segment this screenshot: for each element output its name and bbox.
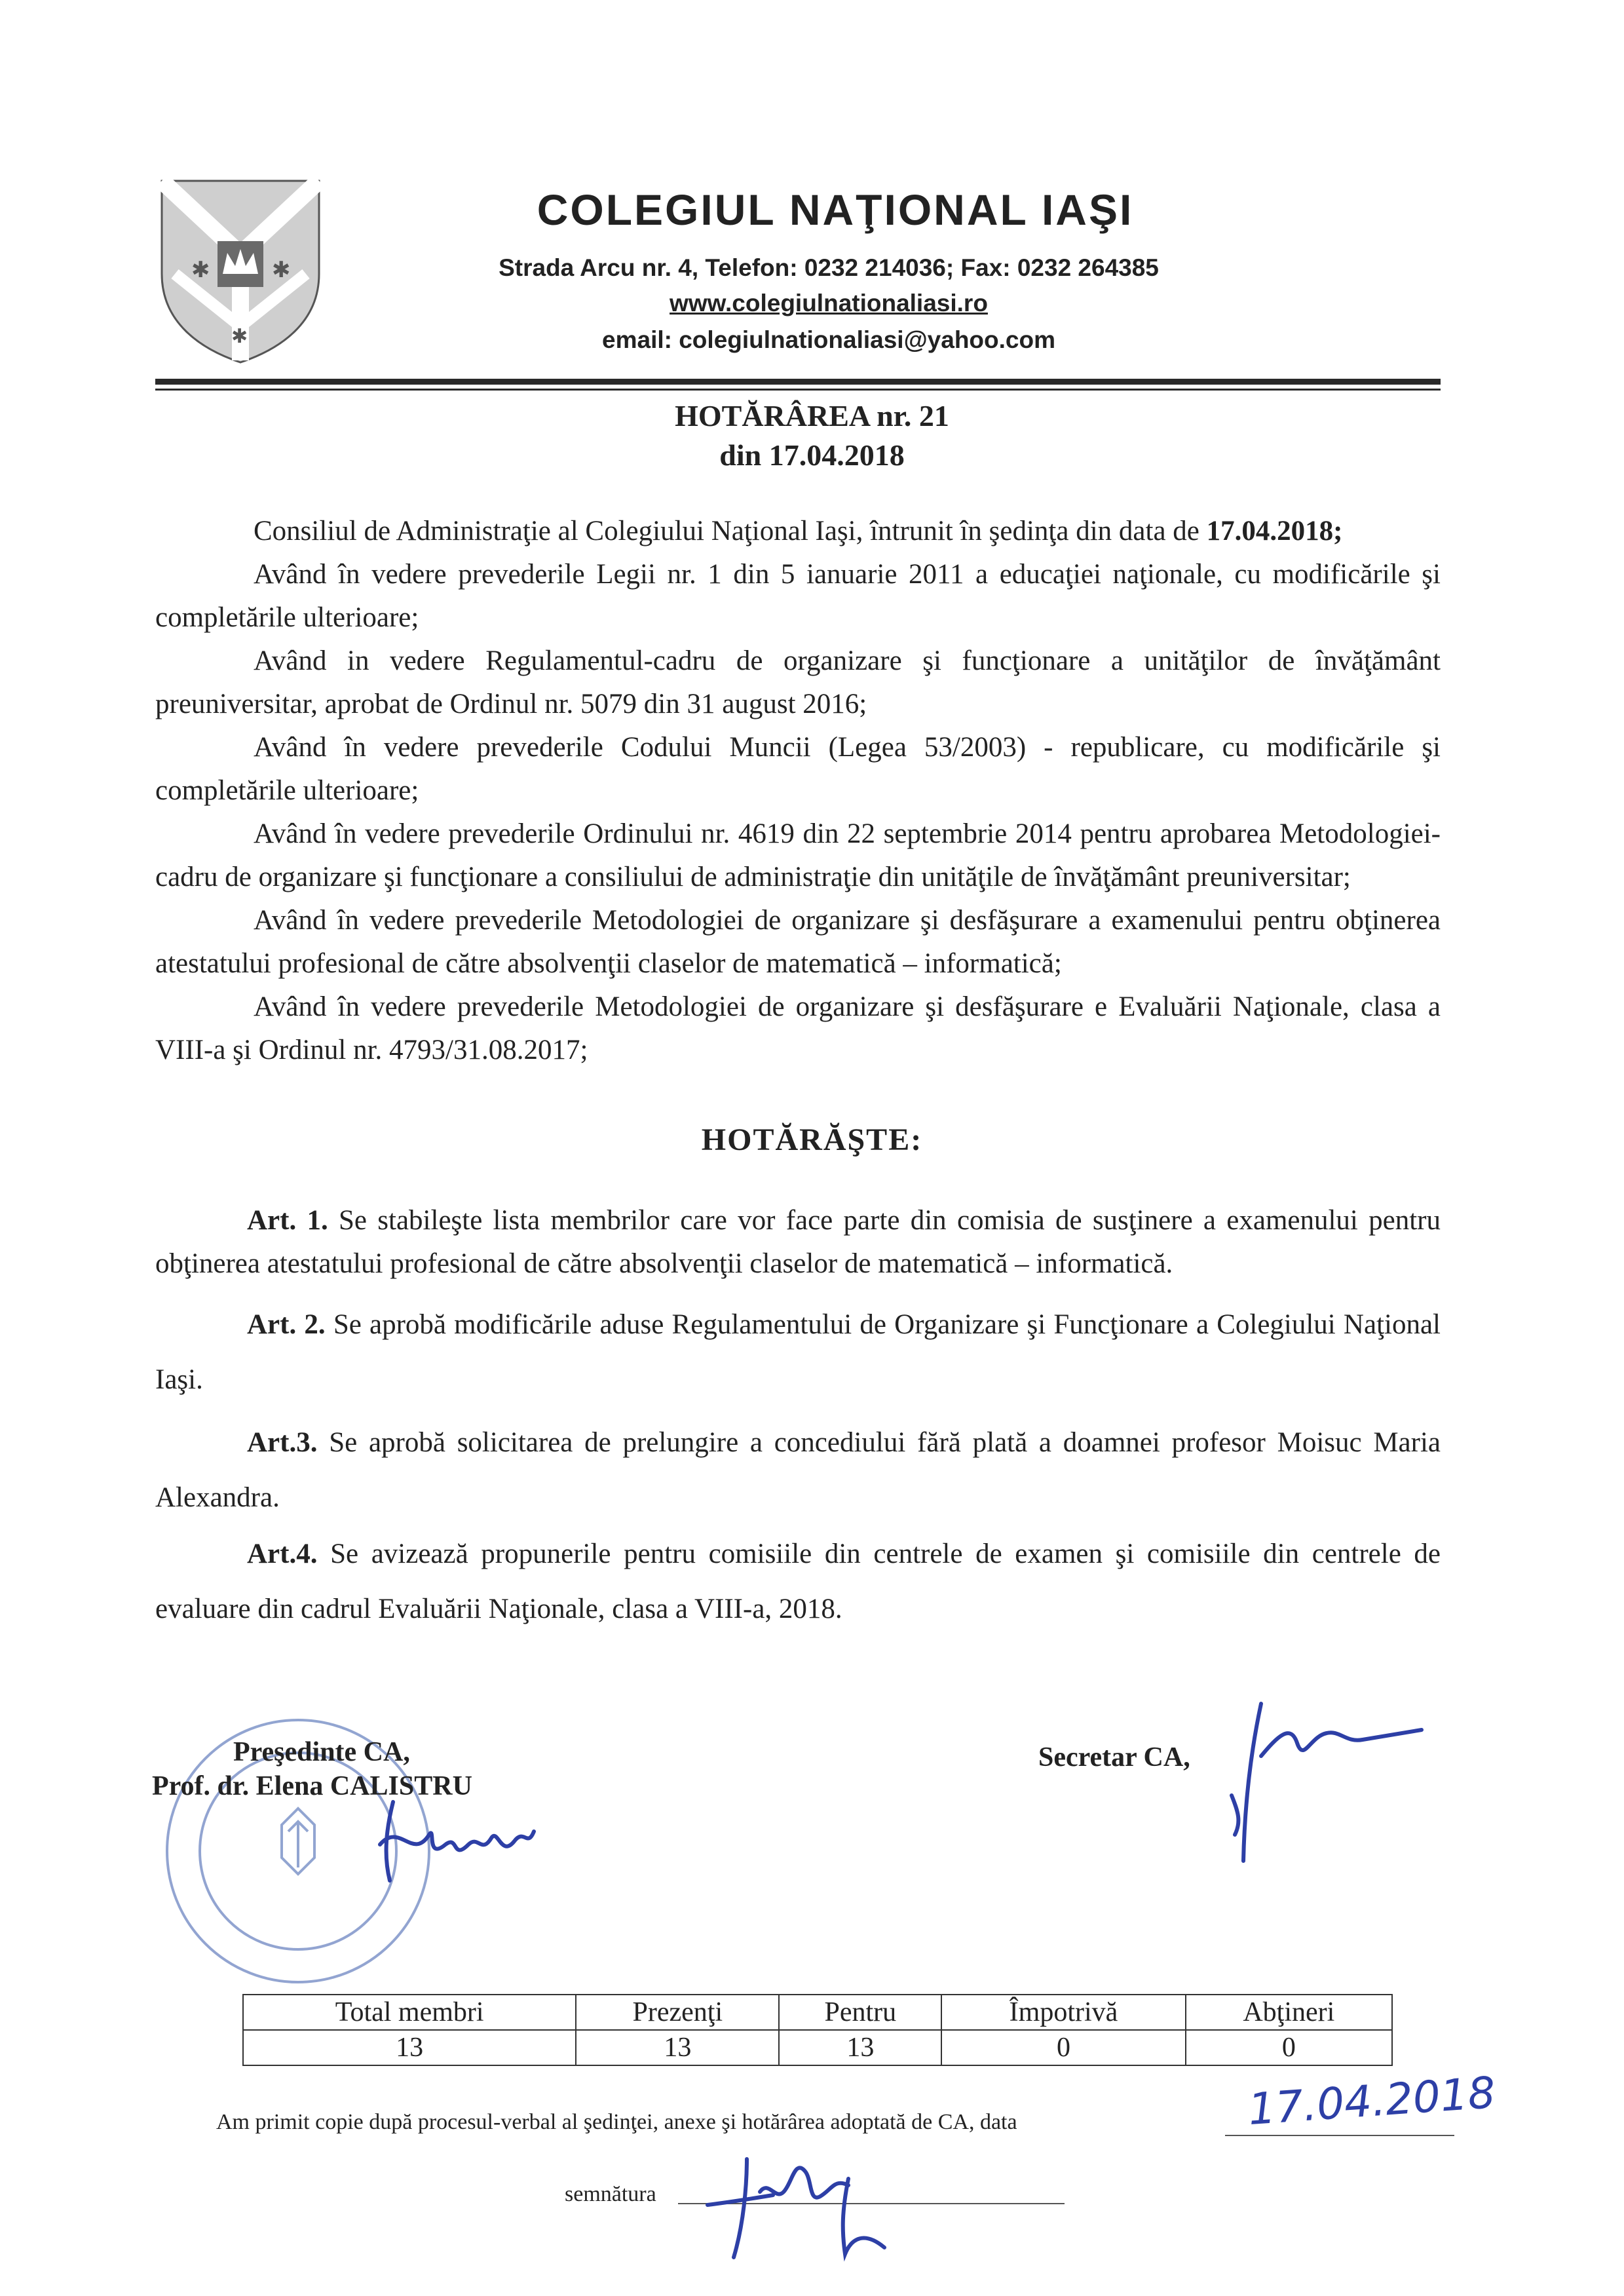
- table-header-row: [243, 1995, 1392, 2030]
- article-label: Art. 1.: [247, 1205, 328, 1236]
- secretary-role: Secretar CA,: [1038, 1742, 1190, 1772]
- article-text: Se avizează propunerile pentru comisiile din centrele de examen şi comisiile din centrele de evaluare din cadrul Evaluării Naţionale, clasa a VIII-a, 2018.: [155, 1539, 1441, 1624]
- header-cell: Abţineri: [1186, 1995, 1392, 2030]
- svg-text:✱: ✱: [272, 257, 291, 283]
- header-divider-thick: [155, 379, 1441, 385]
- article-1: [155, 1199, 1441, 1286]
- header-cell: Total membri: [243, 1995, 576, 2030]
- svg-text:✱: ✱: [231, 325, 248, 348]
- article-text: Se aprobă solicitarea de prelungire a concediului fără plată a doamnei profesor Moisuc Maria Alexandra.: [155, 1427, 1441, 1513]
- recipient-signature-icon: [694, 2133, 911, 2264]
- header-cell: Împotrivă: [941, 1995, 1185, 2030]
- consideration-item: Având în vedere prevederile Ordinului nr. 4619 din 22 septembrie 2014 pentru aprobarea Metodologiei-cadru de organizare şi funcţionare a consiliului de administraţie din unităţile de învăţământ preuniversitar;: [155, 818, 1441, 892]
- svg-text:✱: ✱: [191, 257, 210, 283]
- value-cell: 13: [779, 2030, 941, 2065]
- header-cell: Prezenţi: [576, 1995, 779, 2030]
- decision-date: din 17.04.2018: [719, 438, 905, 472]
- article-label: Art.3.: [247, 1427, 318, 1458]
- decides-heading: HOTĂRĂŞTE:: [701, 1122, 923, 1157]
- handwritten-date: 17.04.2018: [1246, 2067, 1498, 2135]
- article-2: [155, 1297, 1441, 1407]
- consideration-council: Consiliul de Administraţie al Colegiului Naţional Iaşi, întrunit în şedinţa din data de 17.04.2018;: [254, 516, 1343, 546]
- received-copy-text: Am primit copie după procesul-verbal al şedinţei, anexe şi hotărârea adoptată de CA, data: [216, 2110, 1017, 2134]
- consideration-item: Având în vedere prevederile Codului Muncii (Legea 53/2003) - republicare, cu modificările şi completările ulterioare;: [155, 732, 1441, 806]
- school-website-link[interactable]: www.colegiulnationaliasi.ro: [670, 290, 988, 316]
- consideration-item: Având în vedere prevederile Metodologiei de organizare şi desfăşurare a examenului pentru obţinerea atestatului profesional de către absolvenţii claselor de matematică – informatică;: [155, 905, 1441, 979]
- secretary-signature-icon: [1205, 1697, 1454, 1867]
- article-label: Art. 2.: [247, 1309, 326, 1340]
- school-name: COLEGIUL NAŢIONAL IAŞI: [537, 185, 1134, 234]
- school-address: Strada Arcu nr. 4, Telefon: 0232 214036; Fax: 0232 264385: [499, 254, 1159, 281]
- consideration-item: Având în vedere prevederile Metodologiei de organizare şi desfăşurare e Evaluării Naţionale, clasa a VIII-a şi Ordinul nr. 4793/31.08.2017;: [155, 991, 1441, 1065]
- decision-title: HOTĂRÂREA nr. 21: [675, 399, 949, 432]
- article-label: Art.4.: [247, 1539, 318, 1569]
- article-text: Se stabileşte lista membrilor care vor face parte din comisia de susţinere a examenului pentru obţinerea atestatului profesional de către absolvenţii claselor de matematică – informatică.: [155, 1205, 1441, 1279]
- header-cell: Pentru: [779, 1995, 941, 2030]
- consideration-item: Având in vedere Regulamentul-cadru de organizare şi funcţionare a unităţilor de învăţământ preuniversitar, aprobat de Ordinul nr. 5079 din 31 august 2016;: [155, 645, 1441, 719]
- president-name: Prof. dr. Elena CALISTRU: [152, 1771, 472, 1801]
- considerations-block: [155, 510, 1441, 1072]
- president-role: Preşedinte CA,: [233, 1737, 410, 1767]
- meeting-date: 17.04.2018;: [1206, 516, 1343, 546]
- president-signature-icon: [367, 1782, 550, 1894]
- school-crest-icon: [155, 176, 326, 366]
- value-cell: 0: [941, 2030, 1185, 2065]
- value-cell: 0: [1186, 2030, 1392, 2065]
- value-cell: 13: [576, 2030, 779, 2065]
- date-line: [1225, 2135, 1454, 2136]
- article-text: Se aprobă modificările aduse Regulamentului de Organizare şi Funcţionare a Colegiului Naţional Iaşi.: [155, 1309, 1441, 1395]
- article-3: [155, 1415, 1441, 1525]
- signature-label: semnătura: [565, 2182, 656, 2206]
- header-divider-thin: [155, 389, 1441, 391]
- votes-table: [242, 1994, 1393, 2066]
- table-row: [243, 2030, 1392, 2065]
- article-4: [155, 1527, 1441, 1637]
- school-email: email: colegiulnationaliasi@yahoo.com: [602, 326, 1055, 353]
- value-cell: 13: [243, 2030, 576, 2065]
- consideration-item: Având în vedere prevederile Legii nr. 1 din 5 ianuarie 2011 a educaţiei naţionale, cu modificările şi completările ulterioare;: [155, 559, 1441, 633]
